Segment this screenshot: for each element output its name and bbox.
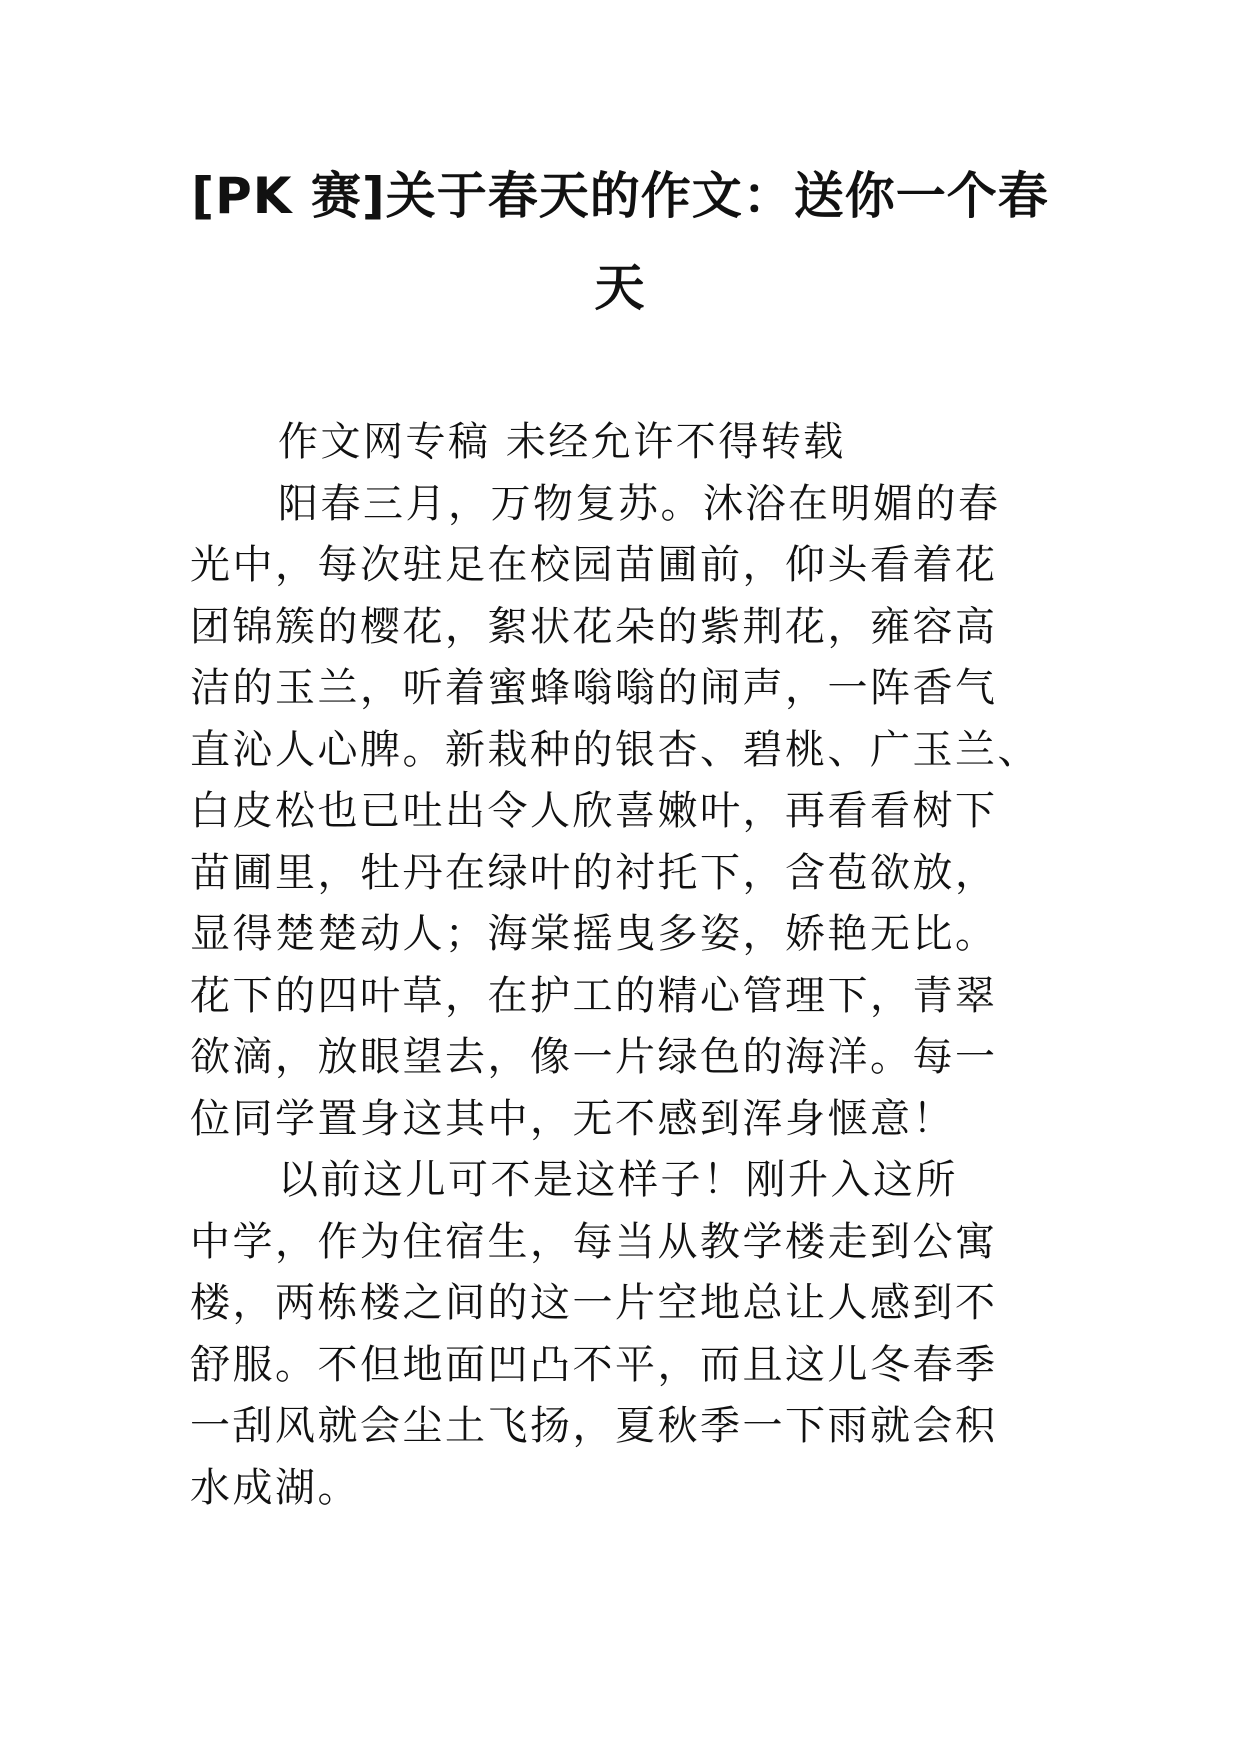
paragraph-2-line-2: 中学，作为住宿生，每当从教学楼走到公寓 bbox=[190, 1218, 998, 1265]
byline: 作文网专稿 未经允许不得转载 bbox=[278, 419, 846, 465]
paragraph-1-line-5: 直沁人心脾。新栽种的银杏、碧桃、广玉兰、 bbox=[190, 726, 1040, 773]
paragraph-2-line-4: 舒服。不但地面凹凸不平，而且这儿冬春季 bbox=[190, 1341, 998, 1388]
paragraph-1-line-2: 光中，每次驻足在校园苗圃前，仰头看着花 bbox=[190, 542, 998, 588]
document-body bbox=[190, 412, 1090, 1519]
paragraph-2-line-1: 以前这儿可不是这样子！刚升入这所 bbox=[278, 1157, 958, 1203]
paragraph-1-line-1: 阳春三月，万物复苏。沐浴在明媚的春 bbox=[278, 480, 1001, 527]
document-title bbox=[190, 150, 1050, 334]
paragraph-1-line-4: 洁的玉兰，听着蜜蜂嗡嗡的闹声，一阵香气 bbox=[190, 665, 998, 711]
paragraph-2-line-6: 水成湖。 bbox=[190, 1464, 360, 1511]
paragraph-2-line-3: 楼，两栋楼之间的这一片空地总让人感到不 bbox=[190, 1280, 998, 1326]
paragraph-1-line-10: 欲滴，放眼望去，像一片绿色的海洋。每一 bbox=[190, 1034, 998, 1080]
paragraph-1-line-3: 团锦簇的樱花，絮状花朵的紫荆花，雍容高 bbox=[190, 603, 998, 650]
title-line-2: 天 bbox=[594, 259, 646, 317]
paragraph-1-line-8: 显得楚楚动人；海棠摇曳多姿，娇艳无比。 bbox=[190, 911, 998, 957]
paragraph-1-line-6: 白皮松也已吐出令人欣喜嫩叶，再看看树下 bbox=[190, 788, 998, 834]
paragraph-1-line-9: 花下的四叶草，在护工的精心管理下，青翠 bbox=[190, 972, 998, 1019]
title-line-1: [PK 赛]关于春天的作文：送你一个春 bbox=[191, 167, 1049, 225]
paragraph-1-line-11: 位同学置身这其中，无不感到浑身惬意！ bbox=[190, 1095, 955, 1142]
paragraph-1-line-7: 苗圃里，牡丹在绿叶的衬托下，含苞欲放， bbox=[190, 849, 998, 896]
paragraph-2-line-5: 一刮风就会尘土飞扬，夏秋季一下雨就会积 bbox=[190, 1403, 998, 1449]
